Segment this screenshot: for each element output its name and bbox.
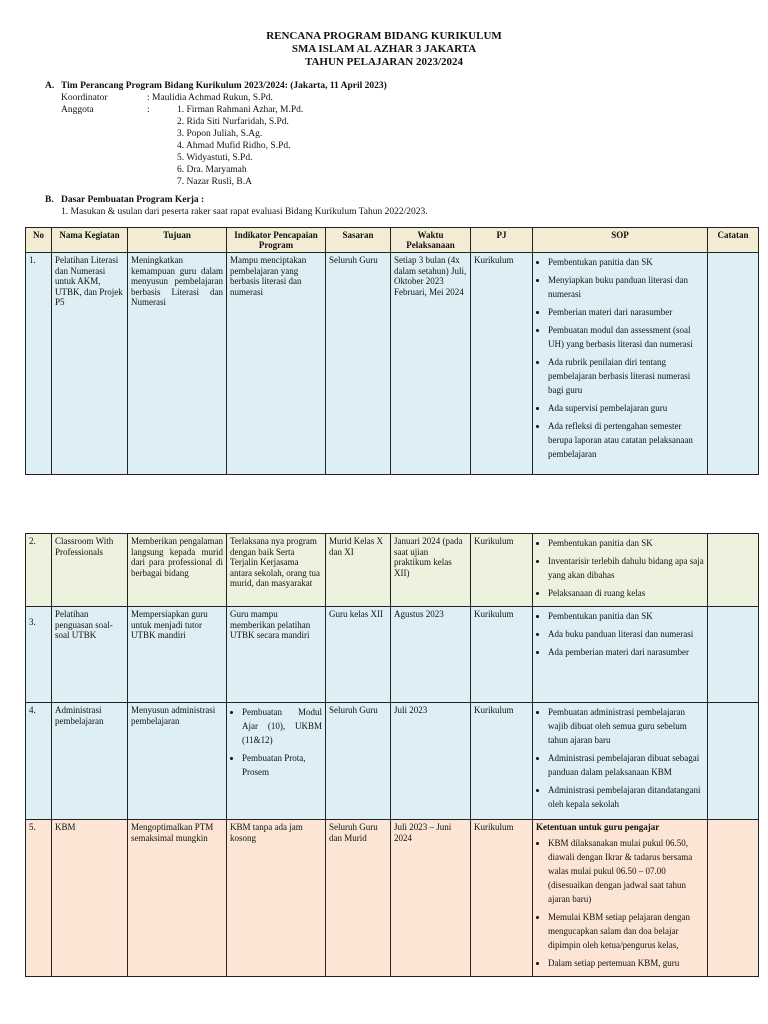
header-sasaran: Sasaran	[326, 228, 391, 253]
row-pj: Kurikulum	[471, 253, 533, 475]
header-indikator: Indikator Pencapaian Program	[227, 228, 326, 253]
header-no: No	[26, 228, 52, 253]
row-no: 5.	[26, 820, 52, 977]
sop-item: • Ada refleksi di pertengahan semester berupa laporan atau catatan pelaksanaan pembelajaran	[548, 419, 704, 461]
row-nama-kegiatan: Administrasi pembelajaran	[52, 703, 128, 820]
row-indikator: KBM tanpa ada jam kosong	[227, 820, 326, 977]
sop-item: • Pelaksanaan di ruang kelas	[548, 586, 704, 600]
row-sop	[533, 607, 708, 703]
sop-item: • Inventarisir terlebih dahulu bidang apa saja yang akan dibahas	[548, 554, 704, 582]
anggota-colon: :	[147, 105, 150, 115]
row-no: 3.	[26, 607, 52, 703]
sop-item: • Memulai KBM setiap pelajaran dengan mengucapkan salam dan doa belajar dipimpin oleh ketua/pengurus kelas,	[548, 910, 704, 952]
koordinator-label: Koordinator	[61, 93, 108, 103]
row-tujuan: Memberikan pengalaman langsung kepada murid dari para professional di berbagai bidang	[128, 534, 227, 607]
member-item: 7. Nazar Rusli, B.A	[177, 177, 252, 187]
row-nama-kegiatan: Classroom With Professionals	[52, 534, 128, 607]
section-b-item: 1. Masukan & usulan dari peserta raker saat rapat evaluasi Bidang Kurikulum Tahun 2022/2023.	[61, 207, 428, 217]
indikator-item: • Pembuatan Modul Ajar (10), UKBM (11&12)	[242, 705, 322, 747]
row-catatan	[708, 534, 759, 607]
row-catatan	[708, 703, 759, 820]
section-b-title: Dasar Pembuatan Program Kerja :	[61, 195, 205, 205]
row-waktu: Juli 2023 – Juni 2024	[391, 820, 471, 977]
indikator-item: • Pembuatan Prota, Prosem	[242, 751, 322, 779]
sop-item: • Ada pemberian materi dari narasumber	[548, 645, 704, 659]
row-waktu: Setiap 3 bulan (4x dalam setahun) Juli, Oktober 2023 Februari, Mei 2024	[391, 253, 471, 475]
table-row	[26, 607, 759, 703]
sop-item: • Ada rubrik penilaian diri tentang pembelajaran berbasis literasi numerasi bagi guru	[548, 355, 704, 397]
row-no: 4.	[26, 703, 52, 820]
row-catatan	[708, 607, 759, 703]
row-pj: Kurikulum	[471, 607, 533, 703]
table-row	[26, 703, 759, 820]
row-waktu: Agustus 2023	[391, 607, 471, 703]
row-sasaran: Guru kelas XII	[326, 607, 391, 703]
row-catatan	[708, 253, 759, 475]
header-tujuan: Tujuan	[128, 228, 227, 253]
section-b-letter: B.	[45, 195, 54, 205]
sop-item: • Pembuatan modul dan assessment (soal UH) yang berbasis literasi dan numerasi	[548, 323, 704, 351]
doc-title-line2: SMA ISLAM AL AZHAR 3 JAKARTA	[291, 43, 477, 55]
sop-heading: Ketentuan untuk guru pengajar	[536, 822, 660, 832]
row-no: 2.	[26, 534, 52, 607]
row-nama-kegiatan: Pelatihan penguasan soal-soal UTBK	[52, 607, 128, 703]
table-row	[26, 253, 759, 475]
row-indikator: Guru mampu memberikan pelatihan UTBK secara mandiri	[227, 607, 326, 703]
sop-item: • Pembentukan panitia dan SK	[548, 255, 704, 269]
sop-item: • Administrasi pembelajaran ditandatangani oleh kepala sekolah	[548, 783, 704, 811]
program-table-part1	[25, 227, 759, 475]
row-nama-kegiatan: Pelatihan Literasi dan Numerasi untuk AKM, UTBK, dan Projek P5	[52, 253, 128, 475]
koordinator-value: : Maulidia Achmad Rukun, S.Pd.	[147, 93, 273, 103]
doc-title-line1: RENCANA PROGRAM BIDANG KURIKULUM	[266, 30, 502, 42]
header-nama-kegiatan: Nama Kegiatan	[52, 228, 128, 253]
row-tujuan: Meningkatkan kemampuan guru dalam menyusun pembelajaran berbasis Literasi dan Numerasi	[128, 253, 227, 475]
section-a-letter: A.	[45, 81, 55, 91]
row-sasaran: Murid Kelas X dan XI	[326, 534, 391, 607]
row-tujuan: Mempersiapkan guru untuk menjadi tutor UTBK mandiri	[128, 607, 227, 703]
row-indikator	[227, 703, 326, 820]
row-sop	[533, 820, 708, 977]
member-item: 4. Ahmad Mufid Ridho, S.Pd.	[177, 141, 291, 151]
member-item: 5. Widyastuti, S.Pd.	[177, 153, 253, 163]
sop-item: • Pembentukan panitia dan SK	[548, 609, 704, 623]
row-pj: Kurikulum	[471, 820, 533, 977]
row-sasaran: Seluruh Guru	[326, 253, 391, 475]
row-sasaran: Seluruh Guru	[326, 703, 391, 820]
member-item: 1. Firman Rahmani Azhar, M.Pd.	[177, 105, 304, 115]
sop-item: • Pembuatan administrasi pembelajaran wajib dibuat oleh semua guru sebelum tahun ajaran baru	[548, 705, 704, 747]
member-item: 6. Dra. Maryamah	[177, 165, 247, 175]
sop-item: • Ada supervisi pembelajaran guru	[548, 401, 704, 415]
header-waktu: Waktu Pelaksanaan	[391, 228, 471, 253]
section-a-title: Tim Perancang Program Bidang Kurikulum 2023/2024: (Jakarta, 11 April 2023)	[61, 81, 387, 91]
row-catatan	[708, 820, 759, 977]
row-waktu: Januari 2024 (pada saat ujian praktikum kelas XII)	[391, 534, 471, 607]
sop-item: • Dalam setiap pertemuan KBM, guru	[548, 956, 704, 970]
row-nama-kegiatan: KBM	[52, 820, 128, 977]
table-row	[26, 534, 759, 607]
row-sop	[533, 703, 708, 820]
row-sasaran: Seluruh Guru dan Murid	[326, 820, 391, 977]
row-no: 1.	[26, 253, 52, 475]
row-sop	[533, 534, 708, 607]
sop-item: • Menyiapkan buku panduan literasi dan numerasi	[548, 273, 704, 301]
member-item: 2. Rida Siti Nurfaridah, S.Pd.	[177, 117, 289, 127]
sop-item: • Pembentukan panitia dan SK	[548, 536, 704, 550]
row-tujuan: Menyusun administrasi pembelajaran	[128, 703, 227, 820]
row-pj: Kurikulum	[471, 703, 533, 820]
member-item: 3. Popon Juliah, S.Ag.	[177, 129, 263, 139]
row-waktu: Juli 2023	[391, 703, 471, 820]
table-row	[26, 820, 759, 977]
row-tujuan: Mengoptimalkan PTM semaksimal mungkin	[128, 820, 227, 977]
header-pj: PJ	[471, 228, 533, 253]
row-sop	[533, 253, 708, 475]
row-indikator: Terlaksana nya program dengan baik Serta Terjalin Kerjasama antara sekolah, orang tua murid, dan masyarakat	[227, 534, 326, 607]
header-sop: SOP	[533, 228, 708, 253]
header-catatan: Catatan	[708, 228, 759, 253]
program-table-part2	[25, 533, 759, 977]
sop-item: • KBM dilaksanakan mulai pukul 06.50, diawali dengan Ikrar & tadarus bersama walas mulai pukul 06.50 – 07.00 (disesuaikan dengan jadwal saat tahun ajaran baru)	[548, 836, 704, 906]
sop-item: • Administrasi pembelajaran dibuat sebagai panduan dalam pelaksanaan KBM	[548, 751, 704, 779]
row-pj: Kurikulum	[471, 534, 533, 607]
table-header-row	[26, 228, 759, 253]
doc-title-line3: TAHUN PELAJARAN 2023/2024	[304, 56, 464, 68]
row-indikator: Mampu menciptakan pembelajaran yang berbasis literasi dan numerasi	[227, 253, 326, 475]
sop-item: • Pemberian materi dari narasumber	[548, 305, 704, 319]
anggota-label: Anggota	[61, 105, 94, 115]
sop-item: • Ada buku panduan literasi dan numerasi	[548, 627, 704, 641]
